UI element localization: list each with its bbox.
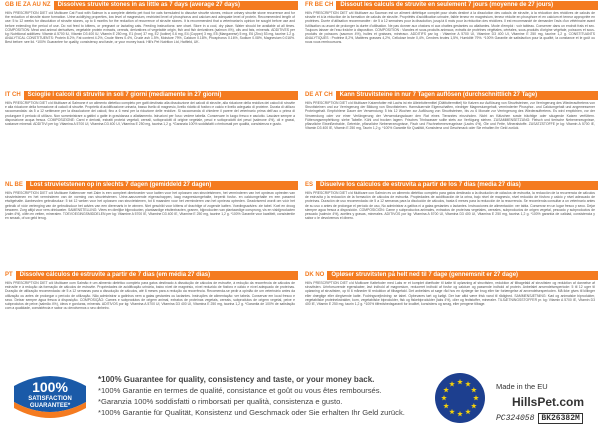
panel-de [302, 91, 598, 179]
panel-gb [2, 1, 298, 89]
panel-dk [302, 271, 598, 359]
eu-flag-icon [432, 372, 488, 424]
panel-es [302, 181, 598, 269]
panel-header [302, 271, 598, 280]
panel-body-text: Hill's PRESCRIPTION DIET c/d Multicare al Salmone è un alimento dietetico completo per gatti destinato alla dissoluzione dei calcoli di struvite, alla riduzione della recidiva dei calcoli di struvite e alla riduzione della formazione di calcoli di struvite. Proprietà di acidificazione urinaria, basso livello di magnesio, livello ridotto di fosforo e calcio e livello adeguato di proteine. Durata di utilizzo raccomandata: da 5 a 12 settimane per la dissoluzione dei calcoli, fino a 6 mesi per la riduzione delle recidive. Si raccomanda di chiedere il parere del veterinario prima dell'uso o prima di prolungare il periodo di utilizzo. Non somministrare a gattini o gatte in gravidanza o allattamento. Istruzioni per l'uso: vedere tabella. Conservare in luogo fresco e asciutto. Lasciare sempre a disposizione acqua fresca. COMPOSIZIONE: Carni e derivati, estratti proteici vegetali, cereali, sottoprodotti di origine vegetale, pesci e sottoprodotti dei pesci (salmone 4%), oli e grassi, sostanze minerali. ADDITIVI per kg: Vitamina A 5700 UI, Vitamina D3 400 UI, Vitamina E 250 mg, taurina 1,2 g. *Garanzia 100% soddisfatti o rimborsati per qualità, consistenza e gusto. [5, 101, 295, 127]
panel-title: Lost struvietstenen op in slechts 7 dagen (gemiddeld 27 dagen) [29, 182, 212, 188]
guarantee-line-it: *Garanzia 100% soddisfatti o rimborsati per qualità, consistenza e gusto. [98, 397, 343, 406]
badge-percent: 100% [32, 379, 68, 395]
panel-header [2, 91, 298, 100]
country-codes: FR BE CH [302, 1, 336, 10]
brand-url: HillsPet.com [512, 395, 585, 409]
badge-line1: SATISFACTION [28, 396, 72, 402]
panel-title: Dissolves struvite stones in as little as 7 days (average 27 days) [57, 2, 240, 8]
panel-header [2, 181, 298, 190]
panel-body-text: Hill's PRESCRIPTION DIET c/d Multicare au Saumon est un aliment diététique complet pour chats destiné à la dissolution des calculs de struvite, à la réduction des récidives de calculs de struvite et à la réduction de la formation de calculs de struvite. Propriétés d'acidification urinaire, faible teneur en magnésium, teneur réduite en phosphore et en calcium et teneur appropriée en protéines. Durée d'utilisation recommandée : de 5 à 12 semaines pour la dissolution, jusqu'à 6 mois pour la réduction des récidives. Il est recommandé de demander l'avis d'un vétérinaire avant l'utilisation ou avant de prolonger la durée d'utilisation. Ne pas donner aux chatons ni aux chattes gestantes ou allaitantes. Mode d'emploi : voir tableau. Conserver dans un endroit frais et sec. Toujours laisser de l'eau fraîche à disposition. COMPOSITION : Viandes et sous-produits animaux, extraits de protéines végétales, céréales, sous-produits d'origine végétale, poissons et sous-produits de poissons (saumon 4%), huiles et graisses, minéraux. ADDITIFS par kg : Vitamine A 5700 UI, Vitamine D3 400 UI, Vitamine E 250 mg, taurine 1,2 g. CONSTITUANTS ANALYTIQUES : Protéine 8,2%, Matières grasses 4,2%, Cellulose brute 0,4%, Cendres brutes 1,5%, Humidité 79%. *100% Garantie de satisfaction pour la qualité, la constance et le goût ou nous vous remboursons. [305, 11, 595, 45]
country-codes: GB IE ZA AU NZ [2, 1, 54, 10]
panel-body-text: Hill's PRESCRIPTION DIET c/d Multicare Kattefoder med Laks er et komplet diætfoder til katte til opløsning af struvitsten, reduktion af tilbagefald af struvitsten og reduktion af dannelse af struvitsten. Urinforsurende egenskaber, lavt indhold af magnesium, reduceret indhold af fosfor og calcium og passende indhold af protein. Anbefalet anvendelsesperiode: 5 til 12 uger til opløsning af struvitsten, op til 6 måneder til reduktion af tilbagefald. Det anbefales at søge råd hos en dyrlæge før brug eller før forlængelse af anvendelsesperioden. Må ikke gives til killinger eller drægtige eller diegivende katte. Fodringsvejledning: se tabel. Opbevares tørt og køligt. Der bør altid være frisk vand til rådighed. SAMMENSÆTNING: Kød og animalske biprodukter, vegetabilske proteinekstrakter, korn, vegetabilske biprodukter, fisk og fiskebiprodukter (laks 4%), olier og fedtstoffer, mineraler. TILSÆTNINGSSTOFFER pr. kg: Vitamin A 5700 IE, Vitamin D3 400 IE, Vitamin E 250 mg, taurin 1,2 g. *100% tilfredshedsgaranti for kvalitet, konsistens og smag, eller pengene tilbage. [305, 281, 595, 307]
country-codes: ES [302, 181, 316, 190]
satisfaction-guarantee-badge [12, 372, 88, 422]
panel-title: Dissout les calculs de struvite en seulement 7 jours (moyenne de 27 jours) [340, 2, 554, 8]
panel-header [302, 1, 598, 10]
country-codes: DK NO [302, 271, 327, 280]
batch-code: BK26382M [538, 413, 582, 424]
panel-title: Disuelve los cálculos de estruvita a partir de los 7 días (media 27 días) [320, 182, 521, 188]
made-in-label: Made in the EU [496, 382, 548, 391]
panel-title: Dissolve cálculos de estruvite a partir de 7 dias (em média 27 dias) [19, 272, 211, 278]
panel-title: Kann Struvitsteine in nur 7 Tagen auflösen (durchschnittlich 27 Tage) [339, 92, 538, 98]
panel-pt [2, 271, 298, 359]
production-codes [496, 413, 583, 424]
panel-header [302, 181, 598, 190]
panel-header [2, 271, 298, 280]
panel-title: Opløser struvitsten på helt ned til 7 dage (gennemsnit er 27 dage) [331, 272, 519, 278]
guarantee-line-fr: *100% Garantie en termes de qualité, consistance et goût ou vous êtes remboursés. [98, 386, 382, 395]
panel-header [2, 1, 298, 10]
badge-line2: GUARANTEE* [29, 403, 71, 409]
panel-body-text: Hill's PRESCRIPTION DIET c/d Multicare Kattenvoer met Zalm is een compleet dieetvoeder voor katten voor het oplossen van struvietstenen, het verminderen van het opnieuw optreden van struvietstenen en het verminderen van de vorming van struvietstenen. Urine-aanzurende eigenschappen, laag magnesiumgehalte, beperkt fosfor- en calciumgehalte en een passend eiwitgehalte. Aanbevolen gebruiksduur: 5 tot 12 weken voor het oplossen van struvietstenen, tot 6 maanden voor het verminderen van het opnieuw optreden. Geadviseerd wordt om vóór het gebruik of vóór verlenging van de gebruiksduur het advies van een dierenarts in te winnen. Niet geschikt voor kittens of drachtige of zogende katten. Voedingsadvies: zie tabel. Koel en droog bewaren. Zorg altijd voor vers drinkwater. SAMENSTELLING: Vlees en dierlijke bijproducten, plantaardige eiwitextracten, granen, bijproducten van plantaardige oorsprong, vis en visbijproducten (zalm 4%), oliën en vetten, mineralen. TOEVOEGINGSMIDDELEN per kg: Vitamine A 5700 IE, Vitamine D3 400 IE, Vitamine E 250 mg, taurine 1,2 g. *100% Garantie voor kwaliteit, consistentie en smaak, of uw geld terug. [5, 191, 295, 221]
panel-fr [302, 1, 598, 89]
lot-code: PC324058 [496, 414, 535, 423]
country-codes: NL BE [2, 181, 26, 190]
panel-body-text: Hill's PRESCRIPTION DIET c/d Multicare con Salmón es un alimento dietético completo para gatos destinado a la disolución de cálculos de estruvita, la reducción de la recurrencia de cálculos de estruvita y la reducción de la formación de cálculos de estruvita. Propiedades de acidificación de la orina, bajo nivel de magnesio, nivel reducido de fósforo y calcio y nivel adecuado de proteínas. Duración de uso recomendada: de 5 a 12 semanas para la disolución de cálculos, hasta 6 meses para la reducción de la recurrencia. Se recomienda consultar a un veterinario antes de su uso o antes de prolongar el período de uso. No administrar a gatitos ni a gatas gestantes o lactantes. Instrucciones de alimentación: ver tabla. Conservar en un lugar fresco y seco. Dejar siempre agua fresca a disposición. COMPOSICIÓN: Carne y subproductos animales, extractos de proteínas vegetales, cereales, subproductos de origen vegetal, pescado y subproductos de pescado (salmón 4%), aceites y grasas, minerales. ADITIVOS por kg: Vitamina A 5700 UI, Vitamina D3 400 UI, Vitamina E 250 mg, taurina 1,2 g. *100% garantía de calidad, consistencia y sabor o le devolvemos el dinero. [305, 191, 595, 221]
panel-body-text: Hill's PRESCRIPTION DIET c/d Multicare com Salmão é um alimento dietético completo para gatos destinado à dissolução de cálculos de estruvite, à redução da recorrência de cálculos de estruvite e à redução da formação de cálculos de estruvite. Propriedades de acidificação urinária, baixo nível de magnésio, nível reduzido de fósforo e cálcio e nível adequado de proteínas. Duração de utilização recomendada: de 5 a 12 semanas para a dissolução de cálculos, até 6 meses para a redução da recorrência. Recomenda-se pedir a opinião de um veterinário antes da utilização ou antes de prolongar o período de utilização. Não administrar a gatinhos nem a gatas gestantes ou lactantes. Instruções de alimentação: ver tabela. Conservar em local fresco e seco. Deixar sempre água fresca à disposição. COMPOSIÇÃO: Carnes e subprodutos de origem animal, extratos de proteínas vegetais, cereais, subprodutos de origem vegetal, peixe e subprodutos de peixe (salmão 4%), óleos e gorduras, minerais. ADITIVOS por kg: Vitamina A 5700 UI, Vitamina D3 400 UI, Vitamina E 250 mg, taurina 1,2 g. *Garantia de 100% de satisfação com a qualidade, consistência e sabor ou devolvemos o seu dinheiro. [5, 281, 295, 311]
country-codes: IT CH [2, 91, 24, 100]
panel-body-text: Hill's PRESCRIPTION DIET c/d Multicare Katzenfutter mit Lachs ist ein Alleinfuttermittel (Diätfuttermittel) für Katzen zur Auflösung von Struvitsteinen, zur Verringerung des Wiederauftretens von Struvitsteinen und zur Verringerung der Bildung von Struvitsteinen. Harnsäuernde Eigenschaften, niedriger Magnesiumgehalt, verminderter Phosphor- und Calciumgehalt und angemessener Proteingehalt. Empfohlene Dauer der Verwendung: 5 bis 12 Wochen zur Auflösung von Struvitsteinen, bis zu 6 Monate zur Verringerung des Wiederauftretens. Es wird empfohlen, vor der Verwendung oder vor einer Verlängerung der Verwendungsdauer den Rat eines Tierarztes einzuholen. Nicht an Kätzchen sowie trächtige oder säugende Katzen verfüttern. Fütterungsempfehlung: siehe Tabelle. Kühl und trocken lagern. Frisches Trinkwasser sollte stets zur Verfügung stehen. ZUSAMMENSETZUNG: Fleisch und tierische Nebenerzeugnisse, pflanzliche Eiweißextrakte, Getreide, pflanzliche Nebenerzeugnisse, Fisch und Fischnebenerzeugnisse (Lachs 4%), Öle und Fette, Mineralstoffe. ZUSATZSTOFFE je kg: Vitamin A 5700 IE, Vitamin D3 400 IE, Vitamin E 250 mg, Taurin 1,2 g. *100% Garantie für Qualität, Konsistenz und Geschmack oder Sie erhalten Ihr Geld zurück. [305, 101, 595, 131]
panel-title: Scioglie i calcoli di struvite in soli 7 giorni (mediamente in 27 giorni) [27, 92, 222, 98]
country-codes: PT [2, 271, 16, 280]
panel-header [302, 91, 598, 100]
guarantee-line-de: *100% Garantie für Qualität, Konsistenz und Geschmack oder Sie erhalten Ihr Geld zurück. [98, 408, 405, 417]
country-codes: DE AT CH [302, 91, 336, 100]
guarantee-line-en: *100% Guarantee for quality, consistency and taste, or your money back. [98, 375, 375, 384]
guarantee-statements [98, 374, 428, 418]
panel-nl [2, 181, 298, 269]
panel-body-text: Hill's PRESCRIPTION DIET c/d Multicare Cat Food with Salmon is a complete dietetic pet food for cats formulated to dissolve struvite stones, reduce urinary struvite stone recurrence and for the reduction of struvite stone formation. Urine acidifying properties, low level of magnesium, restricted level of phosphorus and calcium and adequate level of protein. Recommended length of use: 5 to 12 weeks for dissolution of struvite stones, up to 6 months for the reduction of recurrence of struvite stones. It is recommended that a veterinarian's opinion be sought before use and before extending the period of use. Do not feed to kittens, or pregnant or lactating cats. Feeding instructions: see chart. Store in a cool, dry place. Water should be available at all times. COMPOSITION: Meat and animal derivatives, vegetable protein extracts, cereals, derivatives of vegetable origin, fish and fish derivatives (salmon 4%), oils and fats, minerals. ADDITIVES per kg: Nutritional additives: Vitamin A 5700 IU, Vitamin D3 400 IU, Vitamin E 250 mg, E1 (Iron) 37 mg, E2 (Iodine) 0.6 mg, E4 (Copper) 3 mg, E5 (Manganese) 5 mg, E6 (Zinc) 53 mg, taurine 1.2 g. ANALYTICAL CONSTITUENTS: Protein 8.2%, Fat content 4.2%, Crude fibres 0.4%, Crude ash 1.5%, Moisture 79%, Calcium 0.18%, Phosphorus 0.16%, Sodium 0.08%, Magnesium 0.016%. Best before: see lid. *100% Guarantee for quality, consistency and taste, or your money back. Hill's Pet Nutrition Ltd, Hatfield, UK. [5, 11, 295, 45]
panel-it [2, 91, 298, 179]
